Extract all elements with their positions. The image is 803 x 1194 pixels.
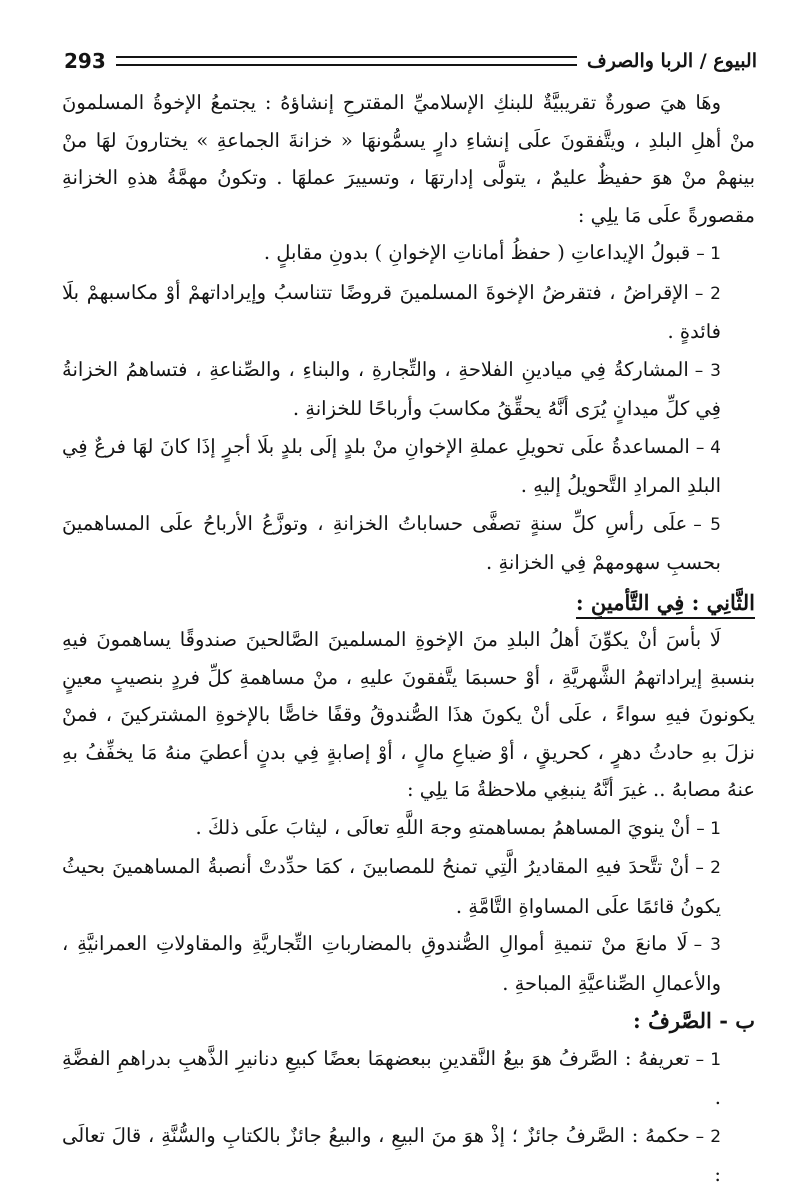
insurance-item-3	[62, 925, 755, 1002]
item-number: 1 –	[695, 1049, 722, 1070]
item-number: 2 –	[694, 283, 721, 304]
item-text: المشاركةُ فِي ميادينِ الفلاحةِ ، والتِّجارةِ ، والبناءِ ، والصِّناعةِ ، فتساهمُ الخزانةُ فِي كلِّ ميدانٍ يُرَى أنَّهُ يحقِّقُ مكاسبَ وأرباحًا للخزانةِ .	[62, 357, 721, 420]
page-header	[64, 44, 757, 78]
item-number: 3 –	[693, 935, 721, 955]
bank-item-3	[62, 351, 755, 428]
item-number: 1 –	[696, 244, 721, 264]
item-text: الإقراضُ ، فتقرضُ الإخوةَ المسلمينَ قروضًا تتناسبُ وإيراداتهمْ أوْ مكاسبهمْ بلَا فائدةٍ .	[62, 280, 721, 343]
bank-item-5	[62, 505, 755, 582]
item-text: تعريفهُ : الصَّرفُ هوَ بيعُ النَّقدينِ ببعضهمَا بعضًا كبيعِ دنانيرِ الذَّهبِ بدراهمِ الفضَّةِ .	[62, 1046, 721, 1109]
insurance-paragraph: لَا بأسَ أنْ يكوِّنَ أهلُ البلدِ منَ الإخوةِ المسلمينَ الصَّالحينَ صندوقًا يساهمونَ فيهِ بنسبةِ إيراداتهمُ الشَّهريَّةِ ، أوْ حسبمَا يتَّفقونَ عليهِ ، منْ مساهمةِ كلِّ فردٍ بنصيبٍ معينٍ يكونونَ فيهِ سواءً ، علَى أنْ يكونَ هذَا الصُّندوقُ وقفًا خاصًّا بالإخوةِ المشتركينَ ، فمنْ نزلَ بهِ حادثُ دهرٍ ، كحريقٍ ، أوْ ضياعِ مالٍ ، أوْ إصابةٍ فِي بدنٍ أعطيَ منهُ مَا يخفِّفُ بهِ عنهُ مصابهُ .. غيرَ أنَّهُ ينبغِي ملاحظةُ مَا يلِي :	[62, 628, 755, 801]
item-number: 5 –	[693, 514, 721, 535]
insurance-item-2	[62, 848, 755, 925]
item-number: 2 –	[695, 1126, 722, 1147]
bank-item-2	[62, 274, 755, 351]
bank-item-1	[62, 234, 755, 274]
header-rule	[116, 56, 577, 66]
item-text: أنْ ينويَ المساهمُ بمساهمتهِ وجهَ اللَّهِ تعالَى ، ليثابَ علَى ذلكَ .	[195, 815, 691, 839]
insurance-item-1	[62, 809, 755, 849]
intro-paragraph: وهَا هيَ صورةٌ تقريبيَّةٌ للبنكِ الإسلاميِّ المقترحِ إنشاؤهُ : يجتمعُ الإخوةُ المسلمونَ منْ أهلِ البلدِ ، ويتَّفقونَ علَى إنشاءِ دارٍ يسمُّونهَا « خزانةَ الجماعةِ » يختارونَ لهَا منْ بينهمْ منْ هوَ حفيظٌ عليمٌ ، يتولَّى إدارتهَا ، وتسييرَ عملهَا . وتكونُ مهمَّةُ هذهِ الخزانةِ مقصورةً علَى مَا يلِي :	[62, 91, 755, 227]
page-body	[62, 84, 755, 1194]
exchange-item-2	[62, 1117, 755, 1194]
item-text: المساعدةُ علَى تحويلِ عملةِ الإخوانِ منْ بلدٍ إلَى بلدٍ بلَا أجرٍ إذَا كانَ لهَا فرعٌ فِي البلدِ المرادِ التَّحويلُ إليهِ .	[62, 434, 721, 497]
item-number: 3 –	[694, 360, 721, 381]
item-text: أنْ تتَّحدَ فيهِ المقاديرُ الَّتِي تمنحُ للمصابينَ ، كمَا حدِّدتْ أنصبةُ المساهمينَ بحيثُ يكونُ قائمًا علَى المساواةِ التَّامَّةِ .	[62, 855, 721, 918]
item-number: 2 –	[695, 858, 721, 878]
item-text: قبولُ الإيداعاتِ ( حفظُ أماناتِ الإخوانِ ) بدونِ مقابلٍ .	[263, 241, 691, 264]
exchange-item-1	[62, 1040, 755, 1117]
section-b-heading: ب - الصَّرفُ :	[633, 1008, 755, 1033]
bank-item-4	[62, 428, 755, 505]
item-number: 4 –	[695, 437, 721, 458]
running-title: البيوع / الربا والصرف	[587, 50, 757, 72]
page-number: 293	[64, 49, 106, 73]
item-text: لَا مانعَ منْ تنميةِ أموالِ الصُّندوقِ بالمضارباتِ التِّجاريَّةِ والمقاولاتِ العمرانيَّةِ ، والأعمالِ الصِّناعيَّةِ المباحةِ .	[62, 932, 721, 995]
item-text: حكمهُ : الصَّرفُ جائزٌ ؛ إذْ هوَ منَ البيعِ ، والبيعُ جائزٌ بالكتابِ والسُّنَّةِ ، قالَ تعالَى :	[62, 1123, 721, 1186]
section-two-heading: الثَّانِي : فِي التَّأمينِ :	[62, 584, 755, 622]
item-text: علَى رأسِ كلِّ سنةٍ تصفَّى حساباتُ الخزانةِ ، وتوزَّعُ الأرباحُ علَى المساهمينَ بحسبِ سهومهمْ فِي الخزانةِ .	[62, 511, 721, 574]
item-number: 1 –	[696, 818, 721, 839]
